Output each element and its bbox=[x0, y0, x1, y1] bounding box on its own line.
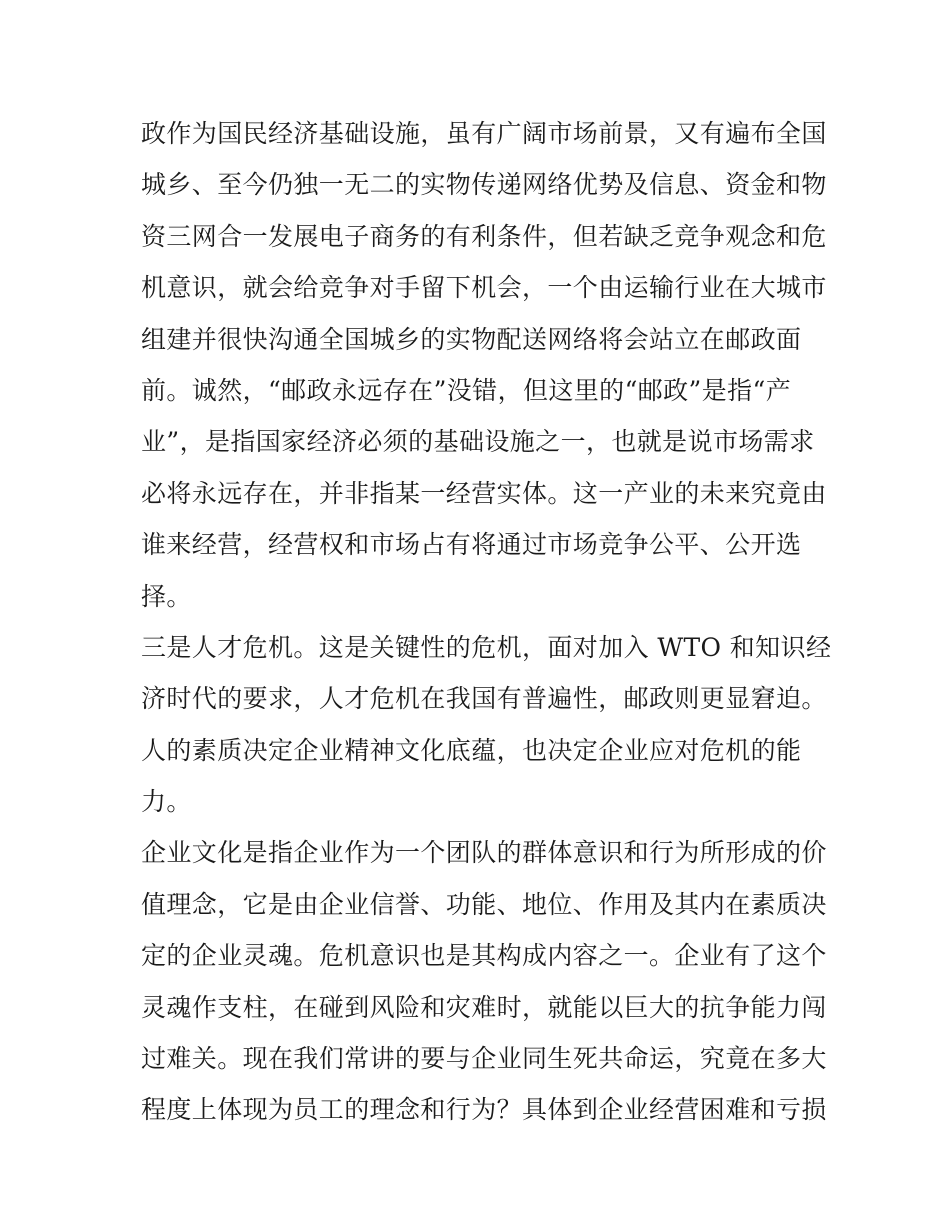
text-line: 过难关。现在我们常讲的要与企业同生死共命运，究竟在多大 bbox=[141, 1044, 827, 1074]
text-line: 程度上体现为员工的理念和行为？具体到企业经营困难和亏损 bbox=[141, 1095, 827, 1125]
text-line: 资三网合一发展电子商务的有利条件，但若缺乏竞争观念和危 bbox=[141, 221, 827, 251]
body-text bbox=[141, 108, 832, 1136]
text-line: 人的素质决定企业精神文化底蕴，也决定企业应对危机的能 bbox=[141, 735, 802, 765]
text-line: 值理念，它是由企业信誉、功能、地位、作用及其内在素质决 bbox=[141, 889, 827, 919]
text-line: 济时代的要求，人才危机在我国有普遍性，邮政则更显窘迫。 bbox=[141, 684, 827, 714]
text-line: 力。 bbox=[141, 787, 192, 817]
text-line: 三是人才危机。这是关键性的危机，面对加入 WTO 和知识经 bbox=[141, 632, 832, 662]
text-line: 机意识，就会给竞争对手留下机会，一个由运输行业在大城市 bbox=[141, 273, 827, 303]
text-line: 政作为国民经济基础设施，虽有广阔市场前景，又有遍布全国 bbox=[141, 119, 827, 148]
text-line: 择。 bbox=[141, 581, 192, 611]
text-line: 必将永远存在，并非指某一经营实体。这一产业的未来究竟由 bbox=[141, 478, 827, 508]
text-line: 定的企业灵魂。危机意识也是其构成内容之一。企业有了这个 bbox=[141, 941, 827, 971]
text-line: 组建并很快沟通全国城乡的实物配送网络将会站立在邮政面 bbox=[141, 324, 802, 354]
text-line: 城乡、至今仍独一无二的实物传递网络优势及信息、资金和物 bbox=[141, 170, 827, 200]
text-line: 谁来经营，经营权和市场占有将通过市场竞争公平、公开选 bbox=[141, 530, 802, 560]
text-line: 前。诚然，“邮政永远存在”没错，但这里的“邮政”是指“产 bbox=[141, 375, 792, 405]
text-line: 企业文化是指企业作为一个团队的群体意识和行为所形成的价 bbox=[141, 838, 827, 868]
text-line: 业”，是指国家经济必须的基础设施之一，也就是说市场需求 bbox=[141, 427, 815, 457]
text-line: 灵魂作支柱，在碰到风险和灾难时，就能以巨大的抗争能力闯 bbox=[141, 992, 827, 1022]
